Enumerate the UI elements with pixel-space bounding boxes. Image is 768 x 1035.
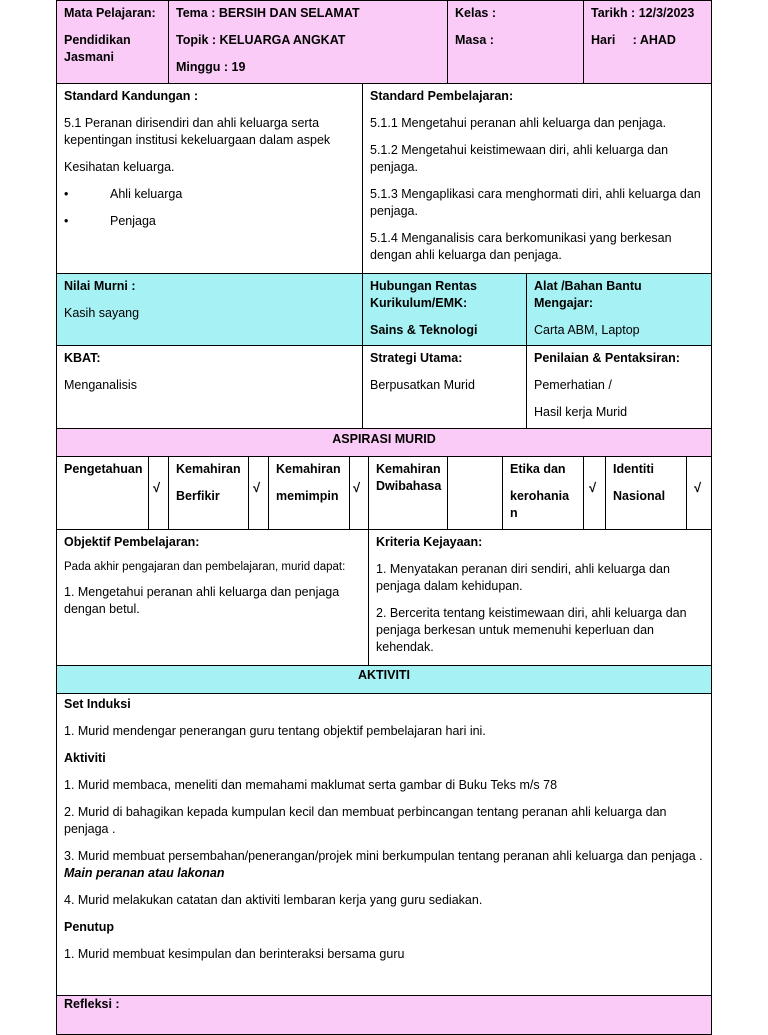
set-induction-label: Set Induksi (64, 697, 131, 711)
values-cell (56, 273, 363, 346)
criteria-item: 1. Menyatakan peranan diri sendiri, ahli keluarga dan penjaga dalam kehidupan. (376, 562, 670, 593)
activity-item-4: 4. Murid melakukan catatan dan aktiviti lembaran kerja yang guru sediakan. (64, 893, 483, 907)
assessment-value: Pemerhatian / (534, 378, 612, 392)
assessment-value-2: Hasil kerja Murid (534, 405, 628, 419)
assessment-cell (526, 345, 712, 429)
subject-cell (56, 0, 169, 84)
aspiration-identiti (605, 456, 687, 530)
class-cell (447, 0, 584, 84)
kbat-cell (56, 345, 363, 429)
aspiration-label: Identiti (613, 462, 654, 476)
closing-label: Penutup (64, 920, 114, 934)
values-label: Nilai Murni : (64, 279, 136, 293)
closing-item: 1. Murid membuat kesimpulan dan berinteraksi bersama guru (64, 947, 405, 961)
list-item (64, 186, 355, 203)
reflection-label: Refleksi : (64, 997, 120, 1011)
objectives-label: Objektif Pembelajaran: (64, 535, 200, 549)
class-text: Kelas : (455, 6, 496, 20)
aspiration-tick-cell (583, 456, 606, 530)
teaching-aids-value: Carta ABM, Laptop (534, 323, 640, 337)
kbat-value: Menganalisis (64, 378, 137, 392)
activity-label: Aktiviti (64, 751, 106, 765)
aspiration-label: Kemahiran (276, 462, 341, 476)
aspiration-tick-cell (349, 456, 369, 530)
topic-text: Topik : KELUARGA ANGKAT (176, 33, 346, 47)
checkmark-icon: √ (694, 480, 702, 495)
activity-item-3-text: 3. Murid membuat persembahan/penerangan/projek mini berkumpulan tentang peranan ahli keluarga dan penjaga . (64, 849, 703, 863)
criteria-cell (368, 529, 712, 666)
bullet-text: Penjaga (110, 214, 156, 228)
bullet-text: Ahli keluarga (110, 187, 183, 201)
aspiration-label-2: memimpin (276, 489, 339, 503)
learning-standard-item: 5.1.4 Menganalisis cara berkomunikasi yang berkesan dengan ahli keluarga dan penjaga. (370, 231, 672, 262)
aspiration-empty-cell (447, 456, 503, 530)
aspiration-pengetahuan (56, 456, 149, 530)
objectives-intro: Pada akhir pengajaran dan pembelajaran, murid dapat: (64, 561, 346, 573)
values-value: Kasih sayang (64, 306, 140, 320)
aspiration-label: Pengetahuan (64, 462, 143, 476)
teaching-aids-cell (526, 273, 712, 346)
bullet-icon: • (64, 187, 69, 201)
date-text: Tarikh : 12/3/2023 (591, 6, 695, 20)
activity-body (56, 693, 712, 996)
lesson-plan-sheet (56, 0, 712, 1024)
strategy-value: Berpusatkan Murid (370, 378, 475, 392)
learning-standard-item: 5.1.3 Mengaplikasi cara menghormati diri, ahli keluarga dan penjaga. (370, 187, 701, 218)
week-text: Minggu : 19 (176, 60, 246, 74)
aspiration-label-3: n (510, 506, 518, 520)
aspiration-label: Kemahiran (176, 462, 241, 476)
theme-text: Tema : BERSIH DAN SELAMAT (176, 6, 360, 20)
aspiration-berfikir (168, 456, 249, 530)
checkmark-icon: √ (253, 480, 261, 495)
aspiration-tick-cell (248, 456, 269, 530)
learning-standard-cell (362, 83, 712, 274)
kbat-label: KBAT: (64, 351, 101, 365)
teaching-aids-label: Alat /Bahan Bantu Mengajar: (534, 279, 642, 310)
aspiration-label-2: Berfikir (176, 489, 220, 503)
bullet-icon: • (64, 214, 69, 228)
aspiration-label-2: kerohania (510, 489, 570, 503)
cross-curriculum-cell (362, 273, 527, 346)
aspiration-label: Etika dan (510, 462, 566, 476)
criteria-label: Kriteria Kejayaan: (376, 535, 483, 549)
checkmark-icon: √ (153, 480, 161, 495)
activity-item-2: 2. Murid di bahagikan kepada kumpulan kecil dan membuat perbincangan tentang peranan ahli keluarga dan penjaga . (64, 805, 667, 836)
checkmark-icon: √ (353, 480, 361, 495)
aspiration-tick-cell (686, 456, 712, 530)
content-standard-text-2: Kesihatan keluarga. (64, 160, 175, 174)
theme-cell (168, 0, 448, 84)
activity-item-3 (64, 848, 704, 882)
activity-item-3-emphasis: Main peranan atau lakonan (64, 866, 225, 880)
checkmark-icon: √ (589, 480, 597, 495)
aspiration-label-2: Nasional (613, 489, 666, 503)
reflection-cell (56, 995, 712, 1035)
activity-title: AKTIVITI (56, 665, 712, 694)
time-text: Masa : (455, 33, 494, 47)
activity-item-1: 1. Murid membaca, meneliti dan memahami maklumat serta gambar di Buku Teks m/s 78 (64, 778, 558, 792)
aspiration-etika (502, 456, 584, 530)
aspiration-memimpin (268, 456, 350, 530)
learning-standard-item: 5.1.1 Mengetahui peranan ahli keluarga dan penjaga. (370, 116, 667, 130)
strategy-label: Strategi Utama: (370, 351, 463, 365)
cross-curriculum-label: Hubungan Rentas Kurikulum/EMK: (370, 279, 477, 310)
strategy-cell (362, 345, 527, 429)
cross-curriculum-value: Sains & Teknologi (370, 323, 478, 337)
subject-label: Mata Pelajaran: (64, 6, 156, 20)
assessment-label: Penilaian & Pentaksiran: (534, 351, 680, 365)
date-cell (583, 0, 712, 84)
objectives-cell (56, 529, 369, 666)
set-induction-item: 1. Murid mendengar penerangan guru tentang objektif pembelajaran hari ini. (64, 724, 486, 738)
aspiration-label-2: Dwibahasa (376, 479, 442, 493)
aspiration-tick-cell (148, 456, 169, 530)
content-standard-text: 5.1 Peranan dirisendiri dan ahli keluarga serta kepentingan institusi kekeluargaan dalam aspek (64, 116, 331, 147)
criteria-item-2: 2. Bercerita tentang keistimewaan diri, ahli keluarga dan penjaga berkesan untuk memenuhi keperluan dan kehendak. (376, 606, 687, 654)
content-standard-label: Standard Kandungan : (64, 89, 199, 103)
learning-standard-label: Standard Pembelajaran: (370, 89, 514, 103)
day-text: Hari : AHAD (591, 33, 676, 47)
subject-value: Pendidikan Jasmani (64, 33, 131, 64)
aspiration-label: Kemahiran (376, 462, 441, 476)
learning-standard-item: 5.1.2 Mengetahui keistimewaan diri, ahli keluarga dan penjaga. (370, 143, 669, 174)
objectives-item: 1. Mengetahui peranan ahli keluarga dan penjaga dengan betul. (64, 585, 340, 616)
list-item (64, 213, 355, 230)
aspiration-dwibahasa (368, 456, 448, 530)
aspiration-title: ASPIRASI MURID (56, 428, 712, 457)
content-standard-cell (56, 83, 363, 274)
